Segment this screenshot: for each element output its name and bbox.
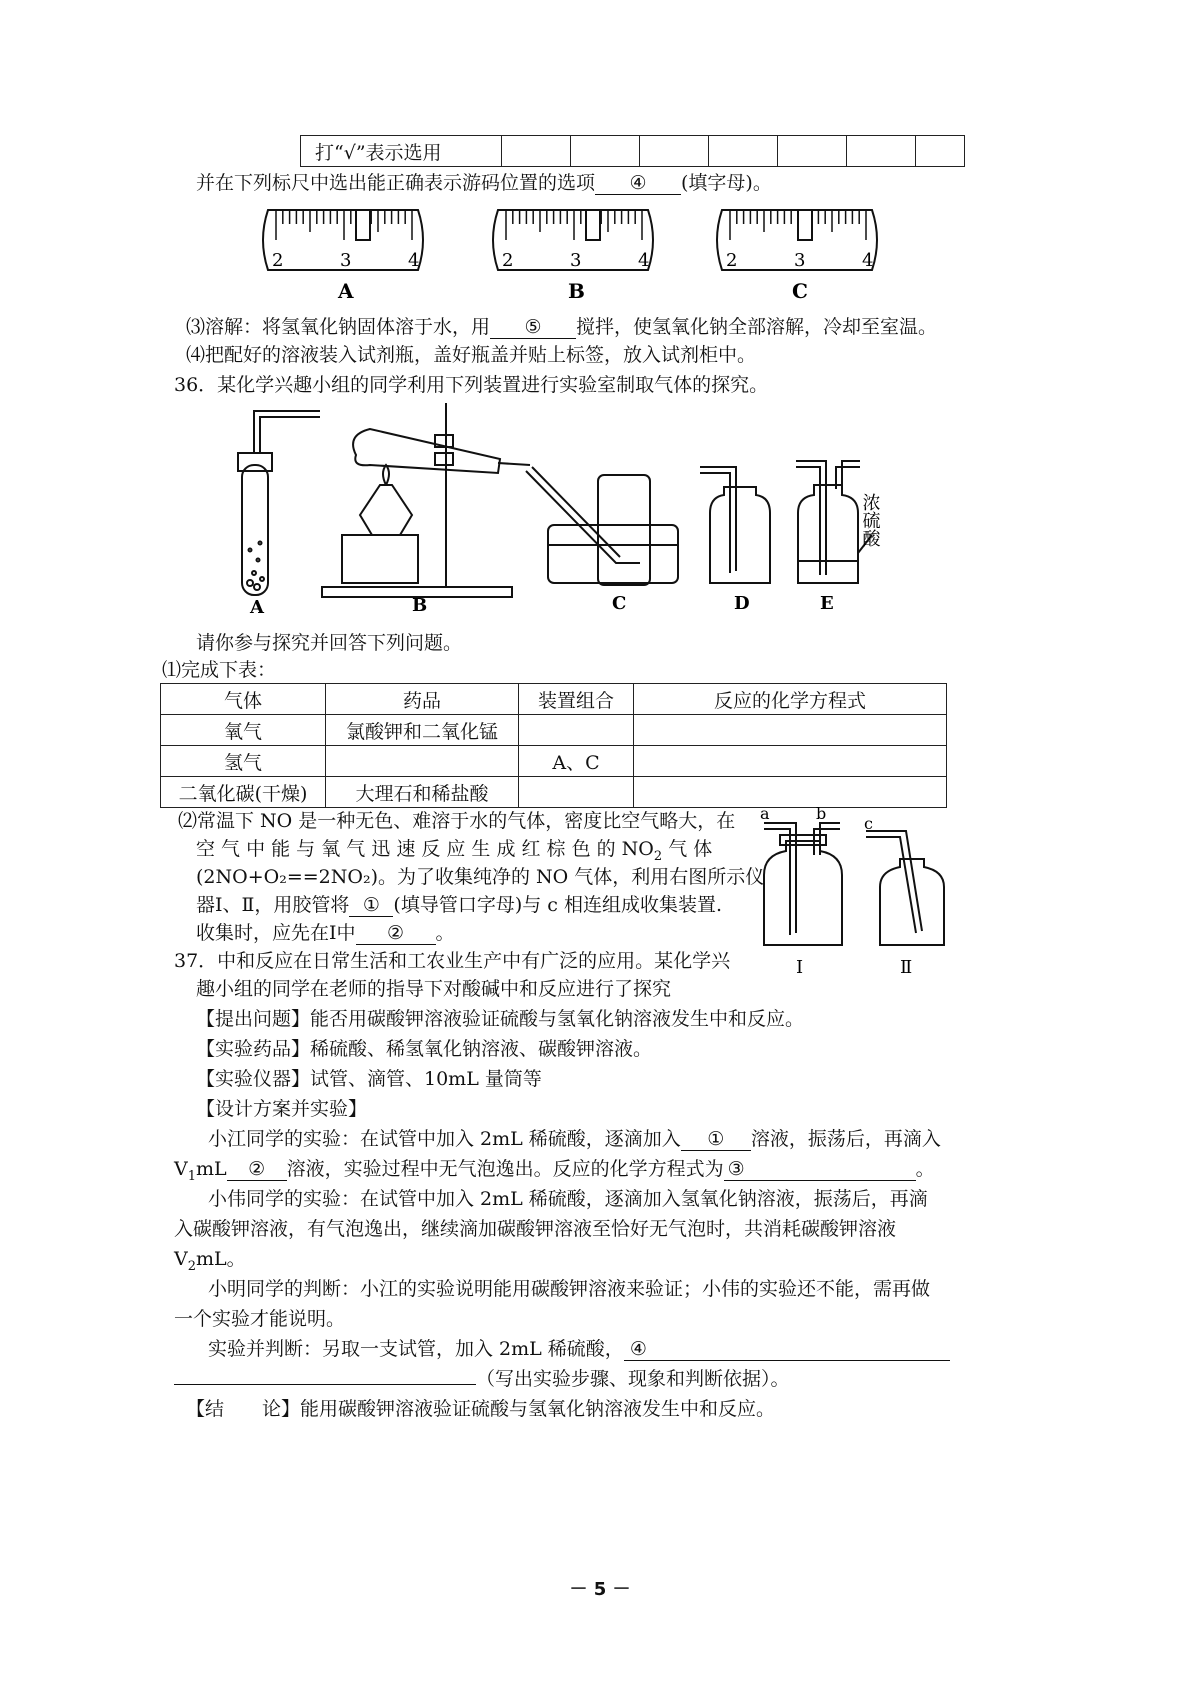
ruler-tick-label: 4 — [862, 250, 874, 271]
vernier-question-suffix: (填字母)。 — [681, 172, 772, 194]
subscript: 2 — [187, 1258, 197, 1274]
table-cell: 氧气 — [161, 715, 326, 746]
q37-line1: 37．中和反应在日常生活和工农业生产中有广泛的应用。某化学兴 — [174, 950, 731, 972]
q36-part2-line2-text: 空 气 中 能 与 氧 气 迅 速 反 应 生 成 红 棕 色 的 NO — [196, 838, 654, 860]
q36-part2-line2-suffix: 气 体 — [662, 838, 713, 860]
vernier-rulers-figure — [260, 200, 940, 310]
apparatus-label-a: A — [250, 597, 264, 618]
q36-part2-line5-text: 收集时，应先在Ⅰ中 — [196, 922, 356, 944]
step-3-text: ⑶溶解：将氢氧化钠固体溶于水，用 — [186, 316, 491, 338]
answer-blank-4[interactable]: ④ — [624, 1338, 950, 1361]
experiment-line2 — [174, 1366, 790, 1392]
selection-cell — [640, 136, 709, 167]
bottle-label-2: Ⅱ — [900, 957, 913, 978]
wei-line3 — [174, 1246, 246, 1280]
table-cell: 二氧化碳(干燥) — [161, 777, 326, 808]
ming-line1: 小明同学的判断：小江的实验说明能用碳酸钾溶液来验证；小伟的实验还不能，需再做 — [208, 1278, 931, 1300]
vernier-question-text: 并在下列标尺中选出能正确表示游码位置的选项 — [196, 172, 596, 194]
table-cell: A、C — [519, 746, 634, 777]
selection-cell — [778, 136, 847, 167]
ruler-tick-label: 2 — [502, 250, 514, 271]
subscript: 1 — [187, 1168, 197, 1184]
volume-symbol: V — [174, 1248, 188, 1270]
apparatus-label-e: E — [820, 593, 834, 614]
ruler-c — [717, 210, 877, 303]
gas-table — [160, 683, 947, 808]
answer-blank-2[interactable]: ② — [227, 1158, 287, 1181]
table-cell: 大理石和稀盐酸 — [326, 777, 519, 808]
step-3 — [186, 314, 937, 340]
apparatus-b — [322, 403, 530, 597]
apparatus-d — [700, 467, 770, 583]
q36-part2-line4 — [196, 892, 722, 918]
experiment-text: 实验并判断：另取一支试管，加入 2mL 稀硫酸， — [208, 1338, 624, 1360]
answer-blank-1[interactable]: ① — [681, 1128, 751, 1151]
ruler-tick-label: 4 — [638, 250, 650, 271]
vernier-question — [196, 170, 772, 196]
ruler-tick-label: 4 — [408, 250, 420, 271]
q37-problem: 【提出问题】能否用碳酸钾溶液验证硫酸与氢氧化钠溶液发生中和反应。 — [196, 1008, 805, 1030]
table-row — [161, 715, 947, 746]
gas-apparatus-figure — [230, 395, 910, 623]
volume-unit: mL — [196, 1158, 227, 1180]
ruler-a — [263, 210, 423, 303]
ming-line2: 一个实验才能说明。 — [174, 1308, 346, 1330]
volume-symbol: V — [174, 1158, 188, 1180]
subscript: 2 — [653, 848, 663, 864]
ruler-option-label: C — [792, 279, 808, 303]
vernier-rider — [798, 210, 812, 240]
gas-table-header-cell: 气体 — [161, 684, 326, 715]
answer-blank-4-continued[interactable] — [174, 1384, 476, 1385]
q36-part2-line4-suffix: (填导管口字母)与 c 相连组成收集装置. — [393, 894, 723, 916]
table-cell[interactable] — [634, 746, 947, 777]
q36-title: 36．某化学兴趣小组的同学利用下列装置进行实验室制取气体的探究。 — [174, 374, 769, 396]
experiment-hint: （写出实验步骤、现象和判断依据）。 — [476, 1368, 790, 1390]
q37-reagents: 【实验药品】稀硫酸、稀氢氧化钠溶液、碳酸钾溶液。 — [196, 1038, 653, 1060]
jiang-line2 — [174, 1156, 935, 1190]
answer-blank-3[interactable]: ③ — [724, 1158, 916, 1181]
q36-part1: ⑴完成下表： — [162, 659, 277, 681]
ruler-tick-label: 3 — [794, 250, 806, 271]
tube-label-a: a — [760, 804, 770, 823]
table-cell[interactable] — [519, 715, 634, 746]
volume-unit: mL。 — [196, 1248, 246, 1270]
selection-cell — [847, 136, 916, 167]
jiang-line1 — [208, 1126, 941, 1152]
tube-label-c: c — [864, 814, 873, 833]
q36-part2-line1: ⑵常温下 NO 是一种无色、难溶于水的气体，密度比空气略大，在 — [178, 810, 736, 832]
ruler-tick-label: 2 — [272, 250, 284, 271]
answer-blank-1[interactable]: ① — [349, 894, 393, 917]
apparatus-label-c: C — [612, 593, 627, 614]
apparatus-a — [238, 411, 320, 595]
table-cell[interactable] — [519, 777, 634, 808]
acid-label: 浓硫酸 — [859, 493, 881, 547]
apparatus-c — [526, 467, 678, 585]
collection-bottles-figure — [760, 804, 960, 985]
jiang-line1-suffix: 溶液，振荡后，再滴入 — [750, 1128, 941, 1150]
q36-part2-line4-text: 器Ⅰ、Ⅱ，用胶管将 — [196, 894, 350, 916]
gas-table-header-cell: 装置组合 — [519, 684, 634, 715]
selection-cell — [571, 136, 640, 167]
q36-prompt: 请你参与探究并回答下列问题。 — [196, 632, 463, 654]
q37-line2: 趣小组的同学在老师的指导下对酸碱中和反应进行了探究 — [196, 978, 672, 1000]
table-cell: 氢气 — [161, 746, 326, 777]
q36-part2-line5-suffix: 。 — [435, 922, 455, 944]
table-cell[interactable] — [634, 777, 947, 808]
q37-instruments: 【实验仪器】试管、滴管、10mL 量筒等 — [196, 1068, 542, 1090]
apparatus-label-b: B — [412, 595, 428, 616]
q36-part2-line5 — [196, 920, 455, 946]
jiang-line2-suffix: 。 — [915, 1158, 935, 1180]
table-cell[interactable] — [326, 746, 519, 777]
vernier-rider — [586, 210, 600, 240]
table-row — [161, 746, 947, 777]
answer-blank-4[interactable]: ④ — [595, 172, 681, 195]
selection-cell — [709, 136, 778, 167]
answer-blank-5[interactable]: ⑤ — [490, 316, 576, 339]
selection-table — [300, 135, 965, 167]
wei-line1: 小伟同学的实验：在试管中加入 2mL 稀硫酸，逐滴加入氢氧化钠溶液，振荡后，再滴 — [208, 1188, 928, 1210]
tube-label-b: b — [816, 804, 827, 823]
step-3-suffix: 搅拌，使氢氧化钠全部溶解，冷却至室温。 — [576, 316, 938, 338]
q37-design: 【设计方案并实验】 — [196, 1098, 368, 1120]
wei-line2: 入碳酸钾溶液，有气泡逸出，继续滴加碳酸钾溶液至恰好无气泡时，共消耗碳酸钾溶液 — [174, 1218, 897, 1240]
selection-cell — [916, 136, 965, 167]
ruler-tick-label: 2 — [726, 250, 738, 271]
q36-part2-line3: (2NO+O₂==2NO₂)。为了收集纯净的 NO 气体，利用右图所示仪 — [196, 866, 765, 888]
table-row — [161, 777, 947, 808]
selection-cell — [502, 136, 571, 167]
ruler-tick-label: 3 — [570, 250, 582, 271]
answer-blank-2[interactable]: ② — [356, 922, 436, 945]
ruler-option-label: B — [568, 279, 585, 303]
jiang-line1-text: 小江同学的实验：在试管中加入 2mL 稀硫酸，逐滴加入 — [208, 1128, 681, 1150]
q37-conclusion: 【结 论】能用碳酸钾溶液验证硫酸与氢氧化钠溶液发生中和反应。 — [186, 1398, 776, 1420]
experiment-line1 — [208, 1336, 950, 1362]
ruler-option-label: A — [338, 279, 354, 303]
step-4: ⑷把配好的溶液装入试剂瓶，盖好瓶盖并贴上标签，放入试剂柜中。 — [186, 344, 757, 366]
bottle-label-1: Ⅰ — [796, 957, 804, 978]
selection-table-label: 打“√”表示选用 — [301, 136, 502, 167]
apparatus-label-d: D — [734, 593, 750, 614]
gas-table-header-cell: 药品 — [326, 684, 519, 715]
ruler-tick-label: 3 — [340, 250, 352, 271]
gas-table-header — [161, 684, 947, 715]
page-number: － 5 － — [569, 1579, 631, 1600]
ruler-b — [493, 210, 653, 303]
vernier-rider — [356, 210, 370, 240]
gas-table-header-cell: 反应的化学方程式 — [634, 684, 947, 715]
jiang-line2-text: 溶液，实验过程中无气泡逸出。反应的化学方程式为 — [286, 1158, 724, 1180]
table-cell: 氯酸钾和二氧化锰 — [326, 715, 519, 746]
table-cell[interactable] — [634, 715, 947, 746]
